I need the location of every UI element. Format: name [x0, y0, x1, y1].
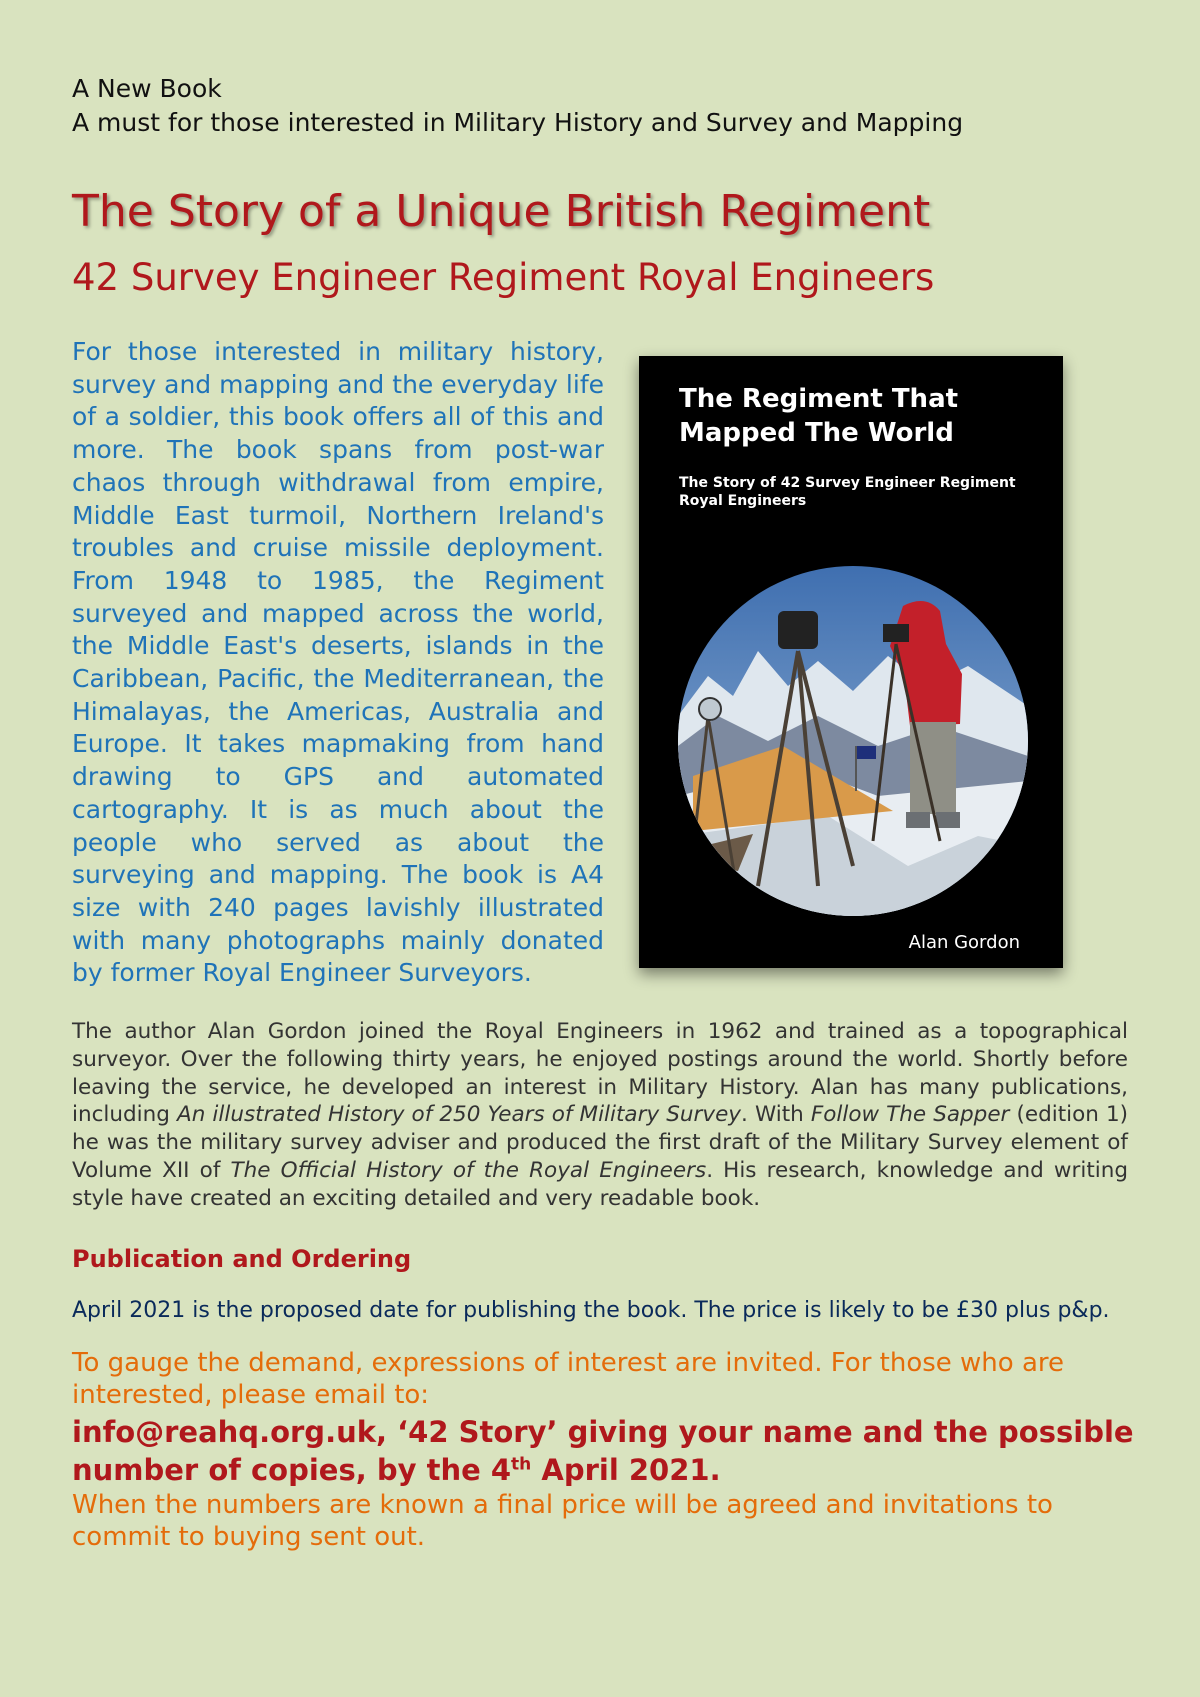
bio-book-title-1: An illustrated History of 250 Years of Military Survey: [177, 1102, 742, 1128]
bio-book-title-3: The Official History of the Royal Engineers: [230, 1157, 707, 1183]
page-subtitle: 42 Survey Engineer Regiment Royal Engineers: [72, 256, 935, 299]
intro-line-2: A must for those interested in Military History and Survey and Mapping: [72, 108, 964, 137]
book-blurb: For those interested in military history, survey and mapping and the everyday life of a soldier, this book offers all of this and more. The book spans from post-war chaos through withdrawal from empire, Middle East turmoil, Northern Ireland's troubles and cruise missile deployment. From 1948 to 1985, the Regiment surveyed and mapped across the world, the Middle East's deserts, islands in the Caribbean, Pacific, the Mediterranean, the Himalayas, the Americas, Australia and Europe. It takes mapmaking from hand drawing to GPS and automated cartography. It is as much about the people who served as about the surveying and mapping. The book is A4 size with 240 pages lavishly illustrated with many photographs mainly donated by former Royal Engineer Surveyors.: [72, 337, 604, 988]
publication-text: April 2021 is the proposed date for publishing the book. The price is likely to be £30 plus p&p.: [72, 1298, 1110, 1323]
publication-heading: Publication and Ordering: [72, 1245, 412, 1273]
mountain-surveyor-photo: [678, 566, 1028, 916]
bio-text-4: . His research, knowledge and writing style have created an exciting detailed and very readable book.: [72, 1157, 1129, 1211]
bio-text-3: (edition 1) he was the military survey adviser and produced the first draft of the Military Survey element of Volume XII of: [72, 1102, 1129, 1183]
email-text: info@reahq.org.uk, ‘42 Story’ giving your name and the possible number of copies, by the 4: [72, 1415, 1134, 1487]
email-instruction: [72, 1413, 1152, 1489]
final-price-note: When the numbers are known a final price will be agreed and invitations to commit to buying sent out.: [72, 1490, 1053, 1552]
email-date: April 2021.: [531, 1453, 721, 1487]
email-date-suffix: th: [511, 1454, 532, 1475]
book-cover: [639, 356, 1063, 968]
author-bio: [72, 1018, 1128, 1213]
intro: [72, 72, 963, 140]
bio-text-1: The author Alan Gordon joined the Royal Engineers in 1962 and trained as a topographical surveyor. Over the following thirty years, he enjoyed postings around the world. Shortly before leaving the service, he developed an interest in Military History. Alan has many publications, including: [72, 1019, 1128, 1128]
cover-title-line-1: The Regiment That: [679, 384, 959, 414]
cover-author: Alan Gordon: [908, 932, 1020, 953]
bio-text-2: . With: [741, 1102, 811, 1128]
page-title: The Story of a Unique British Regiment: [72, 186, 931, 237]
cover-subtitle-line-1: The Story of 42 Survey Engineer Regiment: [679, 475, 1016, 491]
cover-title-line-2: Mapped The World: [679, 418, 954, 448]
interest-invitation: To gauge the demand, expressions of interest are invited. For those who are interested, please email to:: [72, 1348, 1064, 1410]
cover-title: [679, 382, 958, 450]
cover-subtitle: [679, 474, 1016, 510]
intro-line-1: A New Book: [72, 74, 222, 103]
cover-subtitle-line-2: Royal Engineers: [679, 493, 807, 509]
bio-book-title-2: Follow The Sapper: [810, 1102, 1010, 1128]
cover-photo: [678, 566, 1028, 916]
